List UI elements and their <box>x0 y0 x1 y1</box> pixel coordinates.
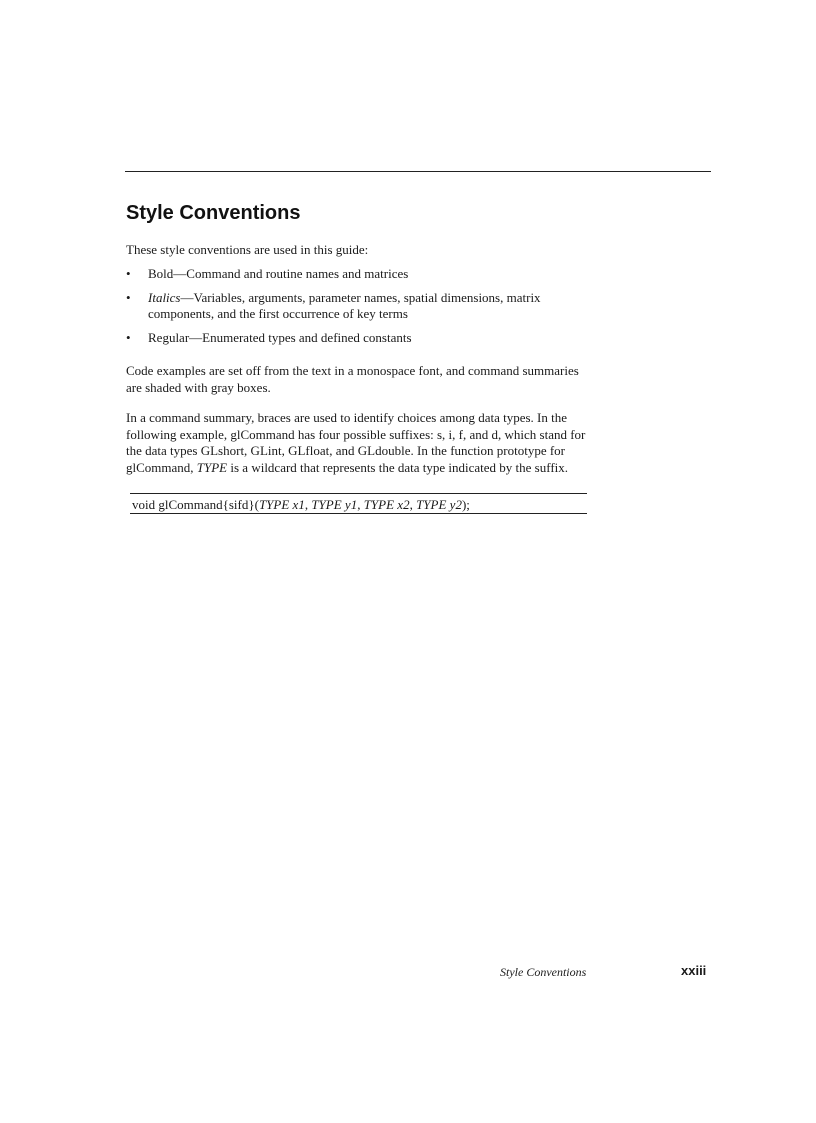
bullet-lead-bold: Bold <box>148 266 174 281</box>
page-number: xxiii <box>681 963 707 978</box>
list-item-italics <box>126 290 596 323</box>
prototype-arg-x2: TYPE x2 <box>363 497 410 512</box>
intro-paragraph: These style conventions are used in this guide: <box>126 242 369 257</box>
prototype-arg-y1: TYPE y1 <box>311 497 358 512</box>
prototype-arg-x1: TYPE x1 <box>258 497 305 512</box>
type-term: TYPE <box>196 459 228 475</box>
prototype-separator: , <box>357 497 364 512</box>
conventions-list <box>126 266 596 353</box>
list-item-bold <box>126 266 596 283</box>
bullet-lead-italics: Italics <box>148 289 181 305</box>
function-prototype <box>130 497 470 512</box>
top-rule <box>125 171 711 172</box>
prototype-separator: , <box>409 497 417 512</box>
bullet-mark: • <box>126 266 131 281</box>
function-prototype-box <box>130 493 587 514</box>
bullet-text: —Command and routine names and matrices <box>173 266 409 281</box>
list-item-regular <box>126 330 596 347</box>
command-summary-text: In a command summary, braces are used to identify choices among data types. In the following example, glCommand has four possible suffixes: s, i, f, and d, which stand for the data types GLshort, GLint, GLfloat, and GLdouble. In the function prototype for glCommand, <box>126 410 586 475</box>
bullet-mark: • <box>126 289 131 305</box>
bullet-text: —Variables, arguments, parameter names, spatial dimensions, matrix components, and the first occurrence of key terms <box>148 289 541 321</box>
section-heading: Style Conventions <box>126 202 301 224</box>
footer-running-title: Style Conventions <box>500 965 587 979</box>
prototype-arg-y2: TYPE y2 <box>416 497 462 512</box>
command-summary-text-end: is a wildcard that represents the data type indicated by the suffix. <box>227 459 569 475</box>
bullet-lead-regular: Regular <box>148 329 190 345</box>
code-examples-paragraph: Code examples are set off from the text in a monospace font, and command summaries are shaded with gray boxes. <box>126 363 579 395</box>
command-summary-paragraph <box>126 410 596 476</box>
bullet-text: —Enumerated types and defined constants <box>189 329 412 345</box>
prototype-prefix: void glCommand{sifd}( <box>132 497 259 512</box>
prototype-separator: , <box>304 497 312 512</box>
prototype-suffix: ); <box>461 497 470 512</box>
bullet-mark: • <box>126 329 131 345</box>
